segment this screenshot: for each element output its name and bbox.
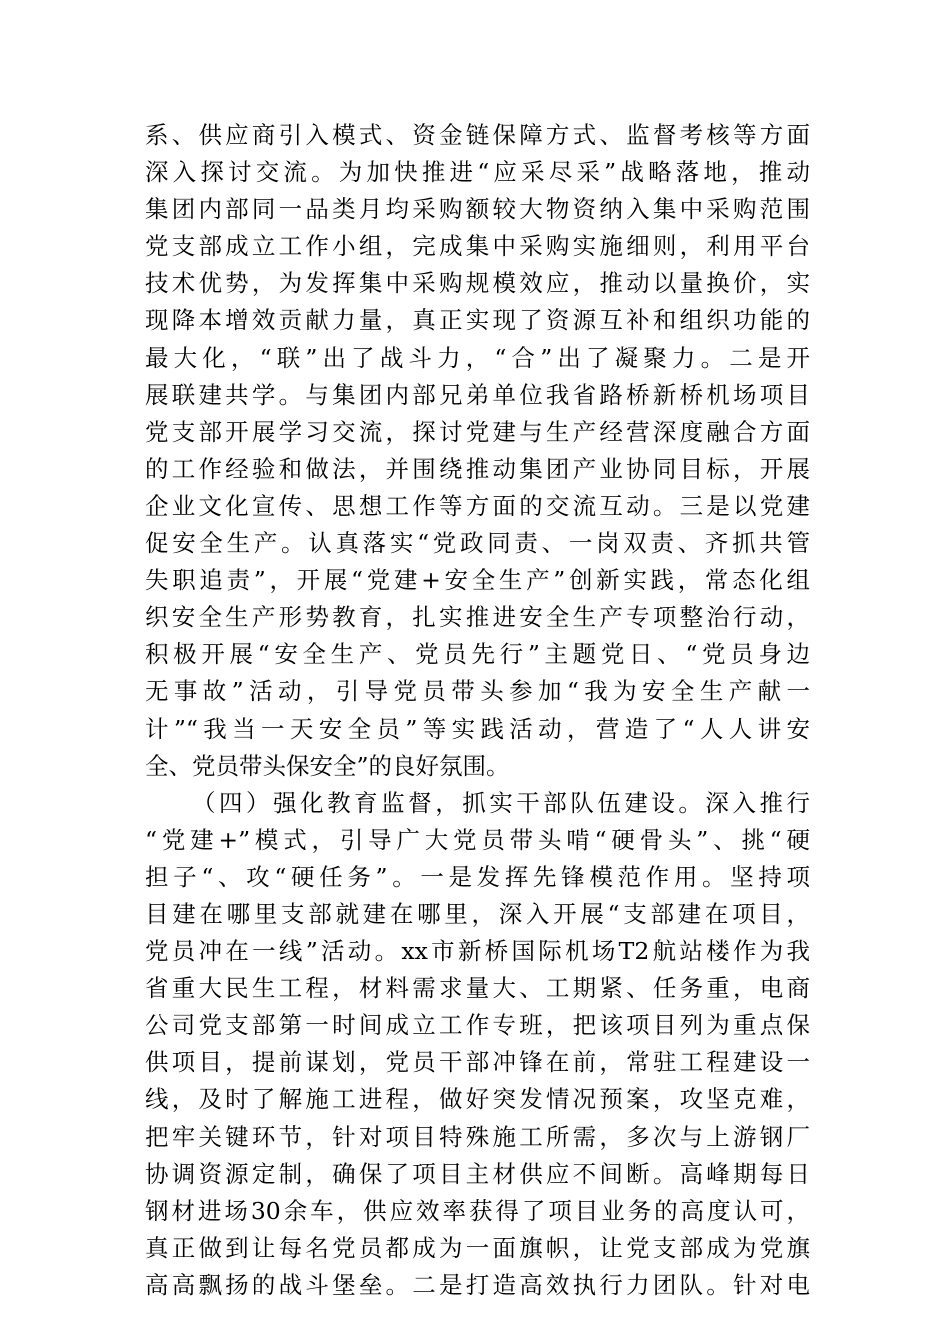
text-line: 线，及时了解施工进程，做好突发情况预案，攻坚克难， bbox=[145, 1085, 810, 1114]
text-line: 担子“、攻“硬任务”。一是发挥先锋模范作用。坚持项 bbox=[145, 862, 810, 891]
text-line: 党支部开展学习交流，探讨党建与生产经营深度融合方面 bbox=[145, 417, 810, 446]
text-line: 高高飘扬的战斗堡垒。二是打造高效执行力团队。针对电 bbox=[145, 1270, 810, 1299]
text-line: “党建+”模式，引导广大党员带头啃“硬骨头”、挑“硬 bbox=[145, 825, 810, 854]
text-line: 计”“我当一天安全员”等实践活动，营造了“人人讲安 bbox=[145, 714, 810, 743]
text-line: 展联建共学。与集团内部兄弟单位我省路桥新桥机场项目 bbox=[145, 380, 810, 409]
text-line: 党支部成立工作小组，完成集中采购实施细则，利用平台 bbox=[145, 232, 810, 261]
text-line: 公司党支部第一时间成立工作专班，把该项目列为重点保 bbox=[145, 1011, 810, 1040]
text-line: 企业文化宣传、思想工作等方面的交流互动。三是以党建 bbox=[145, 491, 810, 520]
text-line: 党员冲在一线”活动。xx市新桥国际机场T2航站楼作为我 bbox=[145, 937, 810, 966]
text-line: 的工作经验和做法，并围绕推动集团产业协同目标，开展 bbox=[145, 454, 810, 483]
section-heading-line: （四）强化教育监督，抓实干部队伍建设。深入推行 bbox=[192, 788, 810, 817]
text-line: 真正做到让每名党员都成为一面旗帜，让党支部成为党旗 bbox=[145, 1233, 810, 1262]
text-line: 促安全生产。认真落实“党政同责、一岗双责、齐抓共管 bbox=[145, 529, 810, 558]
text-line: 无事故”活动，引导党员带头参加“我为安全生产献一 bbox=[145, 677, 810, 706]
text-line: 最大化，“联”出了战斗力，“合”出了凝聚力。二是开 bbox=[145, 343, 810, 372]
text-line: 省重大民生工程，材料需求量大、工期紧、任务重，电商 bbox=[145, 974, 810, 1003]
text-line: 现降本增效贡献力量，真正实现了资源互补和组织功能的 bbox=[145, 306, 810, 335]
text-line: 技术优势，为发挥集中采购规模效应，推动以量换价，实 bbox=[145, 269, 810, 298]
text-line: 织安全生产形势教育，扎实推进安全生产专项整治行动， bbox=[145, 603, 810, 632]
text-line: 供项目，提前谋划，党员干部冲锋在前，常驻工程建设一 bbox=[145, 1048, 810, 1077]
text-line: 协调资源定制，确保了项目主材供应不间断。高峰期每日 bbox=[145, 1159, 810, 1188]
text-line: 积极开展“安全生产、党员先行”主题党日、“党员身边 bbox=[145, 640, 810, 669]
text-line: 钢材进场30余车，供应效率获得了项目业务的高度认可， bbox=[145, 1196, 810, 1225]
text-line: 失职追责”，开展“党建+安全生产”创新实践，常态化组 bbox=[145, 566, 810, 595]
text-line: 把牢关键环节，针对项目特殊施工所需，多次与上游钢厂 bbox=[145, 1122, 810, 1151]
paragraph-end-line: 全、党员带头保安全”的良好氛围。 bbox=[145, 751, 510, 780]
text-line: 集团内部同一品类月均采购额较大物资纳入集中采购范围 bbox=[145, 195, 810, 224]
text-line: 目建在哪里支部就建在哪里，深入开展“支部建在项目， bbox=[145, 899, 810, 928]
body-text bbox=[145, 117, 810, 1304]
text-line: 深入探讨交流。为加快推进“应采尽采”战略落地，推动 bbox=[145, 158, 810, 187]
text-line: 系、供应商引入模式、资金链保障方式、监督考核等方面 bbox=[145, 121, 810, 149]
